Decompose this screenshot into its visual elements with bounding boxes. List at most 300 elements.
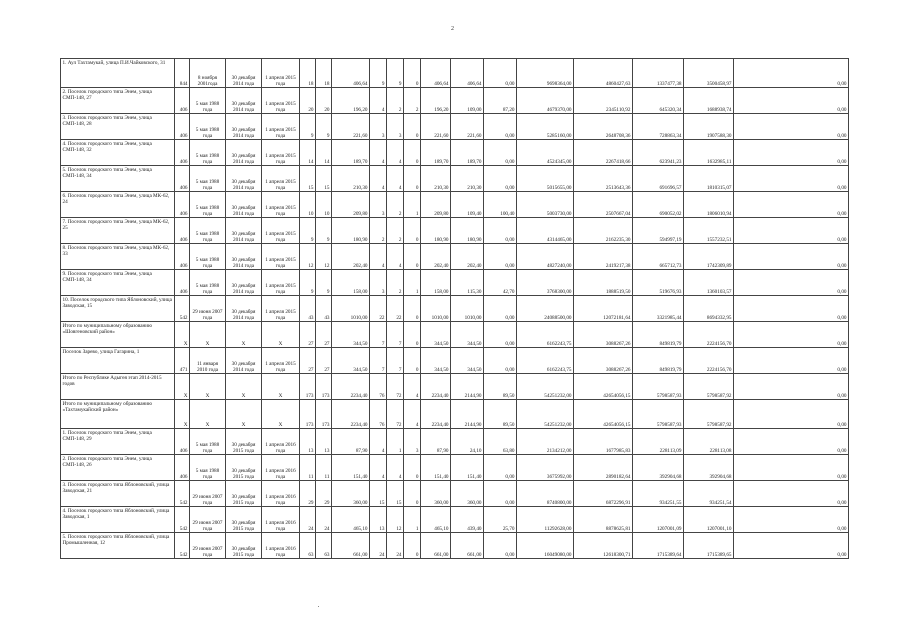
cell-a1: 202,40	[421, 244, 451, 270]
cell-name: 2. Поселок городского типа Энем, улица СМП-148, 26	[61, 455, 175, 481]
table-row	[61, 322, 849, 348]
cell-a1: 196,20	[421, 88, 451, 114]
cell-s2: 3088267,26	[574, 348, 633, 374]
cell-a1: 158,00	[421, 270, 451, 296]
cell-d2: 30 декабря 2015 года	[226, 429, 262, 455]
cell-a2: 344,50	[451, 322, 484, 348]
cell-d3: 1 апреля 2016 года	[262, 507, 300, 533]
cell-d3: 1 апреля 2015 года	[262, 140, 300, 166]
cell-area: 221,60	[332, 114, 370, 140]
cell-d2: 30 декабря 2015 года	[226, 507, 262, 533]
cell-a2: 151,40	[451, 455, 484, 481]
cell-d2: 30 декабря 2014 года	[226, 348, 262, 374]
cell-a2: 439,40	[451, 507, 484, 533]
cell-n1: 173	[300, 400, 316, 429]
cell-code: X	[175, 400, 190, 429]
cell-d2: X	[226, 374, 262, 400]
cell-area: 180,90	[332, 218, 370, 244]
cell-s2: 42654056,15	[574, 374, 633, 400]
cell-a2: 109,00	[451, 88, 484, 114]
cell-area: 344,50	[332, 348, 370, 374]
cell-s4: 5798587,92	[684, 400, 734, 429]
cell-code: 406	[175, 166, 190, 192]
cell-d1: X	[190, 374, 226, 400]
table-row	[61, 218, 849, 244]
cell-d3: 1 апреля 2016 года	[262, 429, 300, 455]
cell-n2: 27	[316, 322, 332, 348]
cell-n4: 2	[387, 218, 404, 244]
cell-d1: X	[190, 322, 226, 348]
cell-n4: 4	[387, 166, 404, 192]
cell-s4: 392904,68	[684, 455, 734, 481]
cell-area: 2234,40	[332, 400, 370, 429]
cell-area: 344,50	[332, 322, 370, 348]
cell-s3: 392904,68	[633, 455, 684, 481]
cell-n1: 13	[300, 429, 316, 455]
cell-s2: 2890182,64	[574, 455, 633, 481]
cell-s5: 0,00	[734, 400, 849, 429]
cell-code: 542	[175, 533, 190, 559]
cell-n3: 7	[370, 348, 387, 374]
cell-d1: 5 мая 1988 года	[190, 270, 226, 296]
cell-s2: 2345110,92	[574, 88, 633, 114]
cell-d1: 5 мая 1988 года	[190, 429, 226, 455]
cell-n1: 15	[300, 166, 316, 192]
cell-a3: 0,00	[484, 296, 517, 322]
cell-s1: 4679370,00	[517, 88, 574, 114]
cell-n1: 9	[300, 218, 316, 244]
cell-s4: 1557232,51	[684, 218, 734, 244]
cell-s4: 8694332,95	[684, 296, 734, 322]
cell-a3: 0,00	[484, 244, 517, 270]
cell-a2: 109,40	[451, 192, 484, 218]
cell-s2: 2419217,38	[574, 244, 633, 270]
cell-n5: 0	[404, 455, 421, 481]
cell-n5: 0	[404, 533, 421, 559]
cell-n4: 72	[387, 400, 404, 429]
cell-s3: 3321985,44	[633, 296, 684, 322]
table-row	[61, 140, 849, 166]
cell-n2: 20	[316, 88, 332, 114]
cell-d3: 1 апреля 2015 года	[262, 348, 300, 374]
cell-a1: 189,70	[421, 140, 451, 166]
cell-n3: 4	[370, 88, 387, 114]
cell-n2: 24	[316, 507, 332, 533]
cell-s4: 1360103,57	[684, 270, 734, 296]
cell-d2: 30 декабря 2014 года	[226, 166, 262, 192]
cell-a1: 210,30	[421, 166, 451, 192]
cell-d3: 1 апреля 2015 года	[262, 166, 300, 192]
cell-s1: 9698364,00	[517, 59, 574, 88]
cell-a1: 180,90	[421, 218, 451, 244]
cell-a1: 1010,00	[421, 296, 451, 322]
cell-d3: 1 апреля 2015 года	[262, 270, 300, 296]
cell-s5: 0,00	[734, 192, 849, 218]
cell-s5: 0,00	[734, 114, 849, 140]
cell-code: 406	[175, 114, 190, 140]
cell-d3: X	[262, 400, 300, 429]
cell-d1: 5 мая 1988 года	[190, 88, 226, 114]
cell-a3: 0,00	[484, 59, 517, 88]
cell-s4: 2224156,70	[684, 322, 734, 348]
cell-n2: 13	[316, 429, 332, 455]
cell-d3: 1 апреля 2015 года	[262, 296, 300, 322]
cell-s2: 12072181,64	[574, 296, 633, 322]
housing-resettlement-table	[60, 58, 849, 559]
cell-n1: 63	[300, 533, 316, 559]
cell-s1: 16049080,00	[517, 533, 574, 559]
cell-n2: 9	[316, 218, 332, 244]
cell-d2: 30 декабря 2015 года	[226, 455, 262, 481]
cell-s1: 3768300,00	[517, 270, 574, 296]
cell-d2: 30 декабря 2015 года	[226, 481, 262, 507]
cell-n2: 173	[316, 400, 332, 429]
cell-area: 406,64	[332, 59, 370, 88]
cell-area: 202,40	[332, 244, 370, 270]
cell-a2: 2144,90	[451, 400, 484, 429]
cell-a2: 210,30	[451, 166, 484, 192]
cell-s2: 2648708,36	[574, 114, 633, 140]
cell-s3: 1337477,38	[633, 59, 684, 88]
cell-s2: 2507667,04	[574, 192, 633, 218]
table-row	[61, 166, 849, 192]
cell-name: 1. Поселок городского типа Энем, улица СМП-148, 29	[61, 429, 175, 455]
cell-n1: 27	[300, 322, 316, 348]
cell-d3: 1 апреля 2016 года	[262, 481, 300, 507]
cell-a2: 661,00	[451, 533, 484, 559]
cell-n4: 4	[387, 455, 404, 481]
cell-n5: 0	[404, 140, 421, 166]
cell-n5: 3	[404, 429, 421, 455]
cell-a2: 406,64	[451, 59, 484, 88]
cell-n4: 4	[387, 140, 404, 166]
cell-code: 542	[175, 296, 190, 322]
cell-n3: 4	[370, 140, 387, 166]
cell-code: 406	[175, 429, 190, 455]
cell-s4: 1715389,65	[684, 533, 734, 559]
cell-s2: 2162235,30	[574, 218, 633, 244]
cell-n2: 12	[316, 244, 332, 270]
cell-s1: 5285160,00	[517, 114, 574, 140]
cell-s3: 1207001,09	[633, 507, 684, 533]
cell-a1: 344,50	[421, 348, 451, 374]
cell-a2: 189,70	[451, 140, 484, 166]
cell-d3: 1 апреля 2015 года	[262, 192, 300, 218]
cell-a2: 344,50	[451, 348, 484, 374]
cell-area: 196,20	[332, 88, 370, 114]
cell-s4: 1207001,10	[684, 507, 734, 533]
cell-s5: 0,00	[734, 533, 849, 559]
cell-s4: 1632985,11	[684, 140, 734, 166]
cell-a1: 661,00	[421, 533, 451, 559]
cell-d3: 1 апреля 2016 года	[262, 455, 300, 481]
cell-s4: 1688938,74	[684, 88, 734, 114]
table-row	[61, 481, 849, 507]
cell-a1: 2234,40	[421, 400, 451, 429]
cell-d2: 30 декабря 2015 года	[226, 533, 262, 559]
cell-d2: 30 декабря 2014 года	[226, 88, 262, 114]
cell-n4: 7	[387, 322, 404, 348]
cell-d3: 1 апреля 2016 года	[262, 533, 300, 559]
cell-d1: 5 мая 1988 года	[190, 244, 226, 270]
cell-name: 6. Поселок городского типа Энем, улица МК-62, 24	[61, 192, 175, 218]
cell-n1: 9	[300, 270, 316, 296]
cell-a2: 180,90	[451, 218, 484, 244]
cell-n3: 4	[370, 166, 387, 192]
cell-s4: 2224156,70	[684, 348, 734, 374]
cell-d2: 30 декабря 2014 года	[226, 244, 262, 270]
cell-name: 7. Поселок городского типа Энем, улица МК-62, 25	[61, 218, 175, 244]
cell-s4: 1742309,89	[684, 244, 734, 270]
cell-s3: 519676,93	[633, 270, 684, 296]
cell-n3: 7	[370, 322, 387, 348]
cell-a3: 89,50	[484, 374, 517, 400]
table-row	[61, 244, 849, 270]
table-row	[61, 192, 849, 218]
cell-s3: 623941,23	[633, 140, 684, 166]
cell-area: 2234,40	[332, 374, 370, 400]
cell-code: X	[175, 374, 190, 400]
cell-a2: 1010,00	[451, 296, 484, 322]
cell-s3: 690052,02	[633, 192, 684, 218]
cell-n1: 24	[300, 507, 316, 533]
cell-area: 661,00	[332, 533, 370, 559]
cell-n4: 7	[387, 348, 404, 374]
cell-n5: 0	[404, 114, 421, 140]
cell-s2: 1888519,50	[574, 270, 633, 296]
cell-s1: 3675992,00	[517, 455, 574, 481]
cell-n3: 15	[370, 481, 387, 507]
cell-d1: 29 июня 2007 года	[190, 481, 226, 507]
cell-n2: 63	[316, 533, 332, 559]
cell-d3: 1 апреля 2015 года	[262, 218, 300, 244]
cell-area: 189,70	[332, 140, 370, 166]
cell-s3: 1715389,64	[633, 533, 684, 559]
cell-a2: 24,10	[451, 429, 484, 455]
cell-n5: 1	[404, 192, 421, 218]
cell-s5: 0,00	[734, 59, 849, 88]
cell-s5: 0,00	[734, 140, 849, 166]
cell-a1: 87,90	[421, 429, 451, 455]
cell-n2: 173	[316, 374, 332, 400]
cell-d1: 29 июня 2007 года	[190, 533, 226, 559]
cell-n5: 1	[404, 507, 421, 533]
cell-d1: 8 ноября 2001года	[190, 59, 226, 88]
cell-code: 406	[175, 270, 190, 296]
cell-n3: 3	[370, 270, 387, 296]
cell-n2: 10	[316, 192, 332, 218]
cell-name: 5. Поселок городского типа Энем, улица СМП-148, 34	[61, 166, 175, 192]
cell-d1: 5 мая 1988 года	[190, 218, 226, 244]
cell-a3: 0,00	[484, 140, 517, 166]
cell-a2: 2144,90	[451, 374, 484, 400]
table-row	[61, 455, 849, 481]
cell-n3: 4	[370, 455, 387, 481]
cell-d3: 1 апреля 2015 года	[262, 114, 300, 140]
cell-s5: 0,00	[734, 296, 849, 322]
cell-a3: 42,70	[484, 270, 517, 296]
cell-n4: 3	[387, 114, 404, 140]
cell-s5: 0,00	[734, 88, 849, 114]
cell-s5: 0,00	[734, 244, 849, 270]
cell-n3: 4	[370, 244, 387, 270]
table-row	[61, 429, 849, 455]
cell-s1: 4524345,00	[517, 140, 574, 166]
cell-code: 406	[175, 140, 190, 166]
cell-d2: 30 декабря 2014 года	[226, 192, 262, 218]
cell-d3: 1 апреля 2015 года	[262, 59, 300, 88]
cell-n5: 0	[404, 481, 421, 507]
table-row	[61, 59, 849, 88]
cell-n3: 76	[370, 374, 387, 400]
cell-s1: 6162243,75	[517, 322, 574, 348]
cell-n2: 18	[316, 59, 332, 88]
cell-n2: 27	[316, 348, 332, 374]
cell-s1: 2134212,00	[517, 429, 574, 455]
cell-s1: 6162243,75	[517, 348, 574, 374]
cell-name: 5. Поселок городского типа Яблоновский, улица Промышленная, 12	[61, 533, 175, 559]
cell-s1: 24088500,00	[517, 296, 574, 322]
cell-n1: 9	[300, 114, 316, 140]
cell-s5: 0,00	[734, 429, 849, 455]
cell-n5: 4	[404, 374, 421, 400]
cell-a1: 151,40	[421, 455, 451, 481]
cell-n5: 0	[404, 296, 421, 322]
cell-n3: 4	[370, 429, 387, 455]
cell-n4: 15	[387, 481, 404, 507]
cell-a3: 0,00	[484, 166, 517, 192]
cell-s5: 0,00	[734, 322, 849, 348]
cell-a3: 0,00	[484, 455, 517, 481]
cell-s3: 5798587,93	[633, 374, 684, 400]
cell-a1: 2234,40	[421, 374, 451, 400]
cell-n5: 0	[404, 244, 421, 270]
cell-name: Итого по муниципальному образованию «Шовгеновский район»	[61, 322, 175, 348]
cell-d3: 1 апреля 2015 года	[262, 88, 300, 114]
cell-area: 209,80	[332, 192, 370, 218]
cell-name: 1. Аул Тахтамукай, улица П.И.Чайковского, 31	[61, 59, 175, 88]
cell-n3: 76	[370, 400, 387, 429]
cell-name: 10. Поселок городского типа Яблоновский, улица Заводская, 15	[61, 296, 175, 322]
cell-n4: 72	[387, 374, 404, 400]
cell-s1: 8740800,00	[517, 481, 574, 507]
cell-code: 406	[175, 218, 190, 244]
cell-d1: 11 января 2010 года	[190, 348, 226, 374]
cell-n1: 18	[300, 59, 316, 88]
cell-d2: 30 декабря 2014 года	[226, 140, 262, 166]
cell-s4: 228113,08	[684, 429, 734, 455]
cell-a3: 89,50	[484, 400, 517, 429]
cell-n2: 14	[316, 140, 332, 166]
cell-d3: X	[262, 322, 300, 348]
cell-d1: 29 июня 2007 года	[190, 296, 226, 322]
cell-d1: 29 июня 2007 года	[190, 507, 226, 533]
cell-s2: 8878625,81	[574, 507, 633, 533]
cell-n1: 14	[300, 140, 316, 166]
cell-a3: 0,00	[484, 114, 517, 140]
cell-d2: 30 декабря 2014 года	[226, 270, 262, 296]
cell-n3: 22	[370, 296, 387, 322]
cell-s1: 4314465,00	[517, 218, 574, 244]
cell-area: 151,40	[332, 455, 370, 481]
cell-n3: 3	[370, 192, 387, 218]
cell-a2: 115,30	[451, 270, 484, 296]
cell-d2: 30 декабря 2014 года	[226, 218, 262, 244]
cell-s1: 5015655,00	[517, 166, 574, 192]
cell-s3: 934251,55	[633, 481, 684, 507]
cell-area: 87,90	[332, 429, 370, 455]
cell-s1: 4827240,00	[517, 244, 574, 270]
cell-s1: 54251232,00	[517, 400, 574, 429]
cell-s3: 849819,79	[633, 348, 684, 374]
cell-s4: 1806010,94	[684, 192, 734, 218]
cell-s3: 665712,73	[633, 244, 684, 270]
cell-s5: 0,00	[734, 374, 849, 400]
cell-s3: 849819,79	[633, 322, 684, 348]
cell-n2: 15	[316, 166, 332, 192]
cell-name: 8. Поселок городского типа Энем, улица МК-62, 33	[61, 244, 175, 270]
table-row	[61, 114, 849, 140]
cell-n4: 12	[387, 507, 404, 533]
cell-n2: 9	[316, 270, 332, 296]
cell-d1: 5 мая 1988 года	[190, 192, 226, 218]
cell-a3: 0,00	[484, 348, 517, 374]
cell-d2: 30 декабря 2014 года	[226, 114, 262, 140]
cell-s2: 6872296,91	[574, 481, 633, 507]
cell-s4: 3500458,97	[684, 59, 734, 88]
cell-s5: 0,00	[734, 481, 849, 507]
cell-code: 406	[175, 244, 190, 270]
cell-a3: 0,00	[484, 481, 517, 507]
cell-a1: 344,50	[421, 322, 451, 348]
cell-n4: 1	[387, 429, 404, 455]
cell-a2: 202,40	[451, 244, 484, 270]
table-row	[61, 533, 849, 559]
cell-code: 542	[175, 481, 190, 507]
cell-n1: 11	[300, 455, 316, 481]
cell-s1: 54251232,00	[517, 374, 574, 400]
cell-n3: 9	[370, 59, 387, 88]
cell-n5: 4	[404, 400, 421, 429]
cell-n3: 13	[370, 507, 387, 533]
table-row	[61, 507, 849, 533]
cell-n1: 43	[300, 296, 316, 322]
cell-n5: 0	[404, 166, 421, 192]
cell-n4: 22	[387, 296, 404, 322]
cell-n5: 0	[404, 59, 421, 88]
cell-s2: 2513643,36	[574, 166, 633, 192]
cell-name: 4. Поселок городского типа Энем, улица СМП-148, 32	[61, 140, 175, 166]
cell-n1: 20	[300, 88, 316, 114]
cell-a3: 100,40	[484, 192, 517, 218]
cell-n5: 2	[404, 88, 421, 114]
cell-d3: 1 апреля 2015 года	[262, 244, 300, 270]
cell-a2: 360,00	[451, 481, 484, 507]
cell-d2: 30 декабря 2014 года	[226, 296, 262, 322]
cell-name: 2. Поселок городского типа Энем, улица СМП-148, 27	[61, 88, 175, 114]
cell-n4: 2	[387, 270, 404, 296]
cell-n2: 9	[316, 114, 332, 140]
cell-code: 844	[175, 59, 190, 88]
cell-s2: 3088267,26	[574, 322, 633, 348]
cell-n1: 10	[300, 192, 316, 218]
cell-a3: 0,00	[484, 322, 517, 348]
cell-s1: 11292628,00	[517, 507, 574, 533]
cell-a1: 465,10	[421, 507, 451, 533]
cell-a1: 209,80	[421, 192, 451, 218]
table-row	[61, 270, 849, 296]
cell-s5: 0,00	[734, 348, 849, 374]
